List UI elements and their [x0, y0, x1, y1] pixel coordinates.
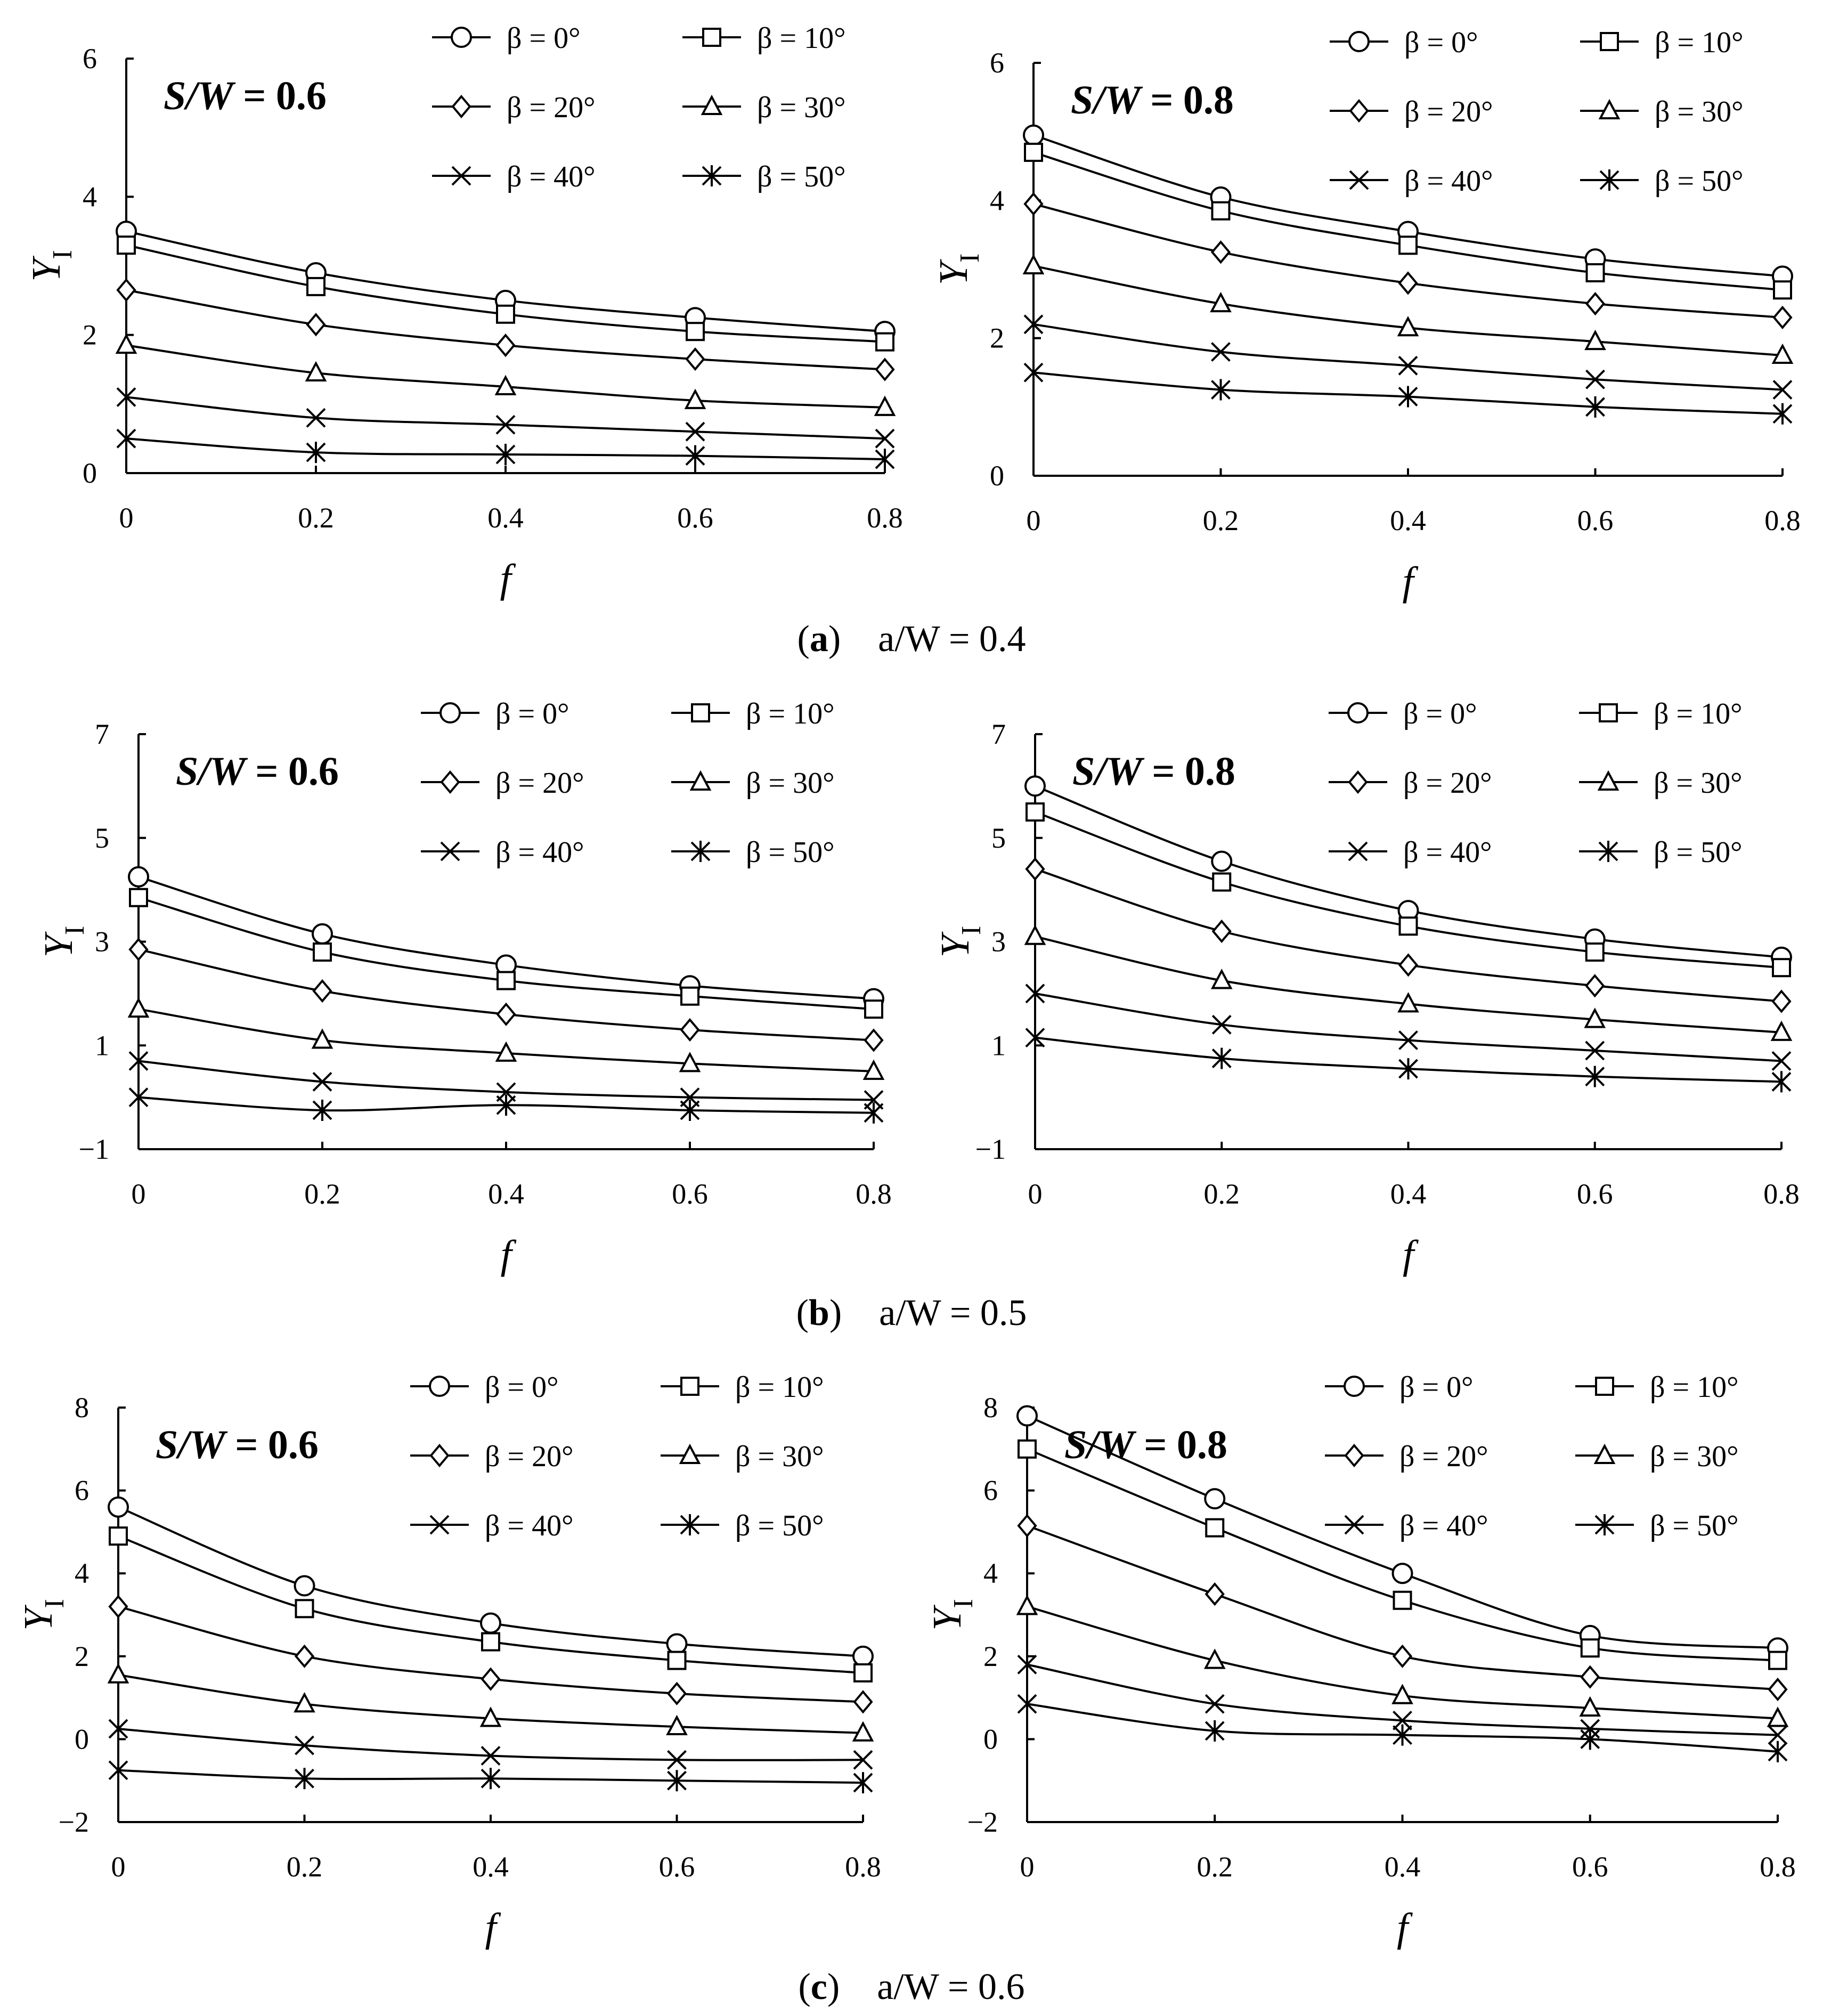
y-tick-label: 3: [991, 925, 1006, 958]
x-axis-label: f: [500, 556, 511, 601]
panel-annotation: S/W = 0.6: [164, 74, 327, 118]
data-point-square: [110, 1527, 127, 1544]
data-point-square: [130, 889, 147, 906]
x-tick-label: 0.6: [658, 1851, 695, 1883]
data-point-diamond: [1587, 294, 1604, 314]
legend-label: β = 10°: [757, 22, 846, 55]
legend-label: β = 10°: [735, 1371, 824, 1404]
legend-marker-square: [703, 29, 720, 46]
x-tick-label: 0.2: [1197, 1851, 1233, 1883]
legend-marker-square: [1596, 1378, 1613, 1395]
data-point-circle: [1205, 1489, 1224, 1508]
y-tick-label: −2: [58, 1806, 89, 1838]
data-point-square: [687, 323, 704, 340]
data-point-square: [1025, 144, 1042, 161]
data-point-diamond: [1212, 242, 1230, 262]
series-line: [1035, 812, 1781, 968]
x-axis-label: f: [1402, 1232, 1414, 1277]
y-tick-label: −1: [78, 1133, 109, 1165]
data-point-square: [876, 334, 893, 351]
caption-a-letter: a: [809, 619, 828, 660]
legend-label: β = 0°: [1404, 26, 1478, 59]
chart-b-sw-0.6: [36, 697, 892, 1277]
data-point-square: [1394, 1592, 1411, 1609]
data-point-diamond: [687, 349, 704, 369]
data-point-circle: [1024, 126, 1043, 145]
data-point-square: [1212, 202, 1230, 220]
data-point-diamond: [1774, 307, 1791, 328]
x-tick-label: 0.8: [1760, 1851, 1796, 1883]
data-point-diamond: [296, 1646, 313, 1667]
x-tick-label: 0.4: [487, 502, 524, 534]
data-point-diamond: [1582, 1667, 1599, 1687]
panel-annotation: S/W = 0.8: [1071, 78, 1234, 123]
data-point-diamond: [1025, 194, 1042, 214]
data-point-diamond: [865, 1030, 882, 1051]
caption-c-letter: c: [810, 1966, 827, 2007]
x-tick-label: 0.2: [1203, 1178, 1240, 1210]
data-point-diamond: [669, 1684, 686, 1704]
y-tick-label: 1: [991, 1029, 1006, 1062]
data-point-triangle: [109, 1665, 127, 1682]
legend-marker-diamond: [431, 1445, 448, 1466]
y-tick-label: 0: [990, 460, 1004, 492]
legend-marker-circle: [1348, 703, 1368, 722]
x-tick-label: 0.6: [1577, 505, 1614, 536]
y-tick-label: 3: [95, 925, 109, 958]
legend-label: β = 20°: [485, 1440, 574, 1473]
data-point-square: [118, 237, 135, 254]
x-tick-label: 0.4: [1384, 1851, 1421, 1883]
x-tick-label: 0.2: [298, 502, 334, 534]
data-point-square: [1773, 959, 1790, 976]
chart-c-sw-0.8: [925, 1371, 1796, 1950]
legend-label: β = 0°: [507, 22, 581, 55]
legend-label: β = 50°: [1655, 165, 1744, 198]
legend-label: β = 30°: [1655, 95, 1744, 128]
data-point-diamond: [1400, 955, 1417, 975]
data-point-diamond: [1394, 1646, 1411, 1667]
caption-b: (b) a/W = 0.5: [796, 1292, 1027, 1334]
legend-marker-circle: [430, 1377, 449, 1396]
data-point-square: [1587, 264, 1604, 281]
data-point-diamond: [876, 360, 893, 380]
chart-a-sw-0.8: [931, 26, 1801, 604]
data-point-square: [1027, 803, 1044, 820]
data-point-square: [1213, 874, 1230, 891]
data-point-triangle: [117, 336, 135, 353]
legend-label: β = 0°: [495, 697, 569, 730]
data-point-square: [1399, 237, 1417, 254]
data-point-circle: [1018, 1407, 1037, 1426]
legend-marker-diamond: [442, 772, 459, 792]
data-point-circle: [481, 1614, 500, 1633]
y-axis-label: $Y_I$: [16, 1599, 70, 1631]
data-point-diamond: [1769, 1679, 1786, 1700]
data-point-square: [498, 972, 515, 989]
legend-label: β = 20°: [495, 767, 584, 800]
x-tick-label: 0.8: [867, 502, 903, 534]
legend-label: β = 30°: [1650, 1440, 1739, 1473]
legend-label: β = 20°: [507, 91, 596, 124]
data-point-circle: [295, 1576, 314, 1596]
y-tick-label: 2: [983, 1640, 998, 1672]
legend-marker-diamond: [1349, 772, 1366, 792]
data-point-diamond: [307, 314, 324, 335]
legend-label: β = 20°: [1403, 767, 1492, 800]
data-point-triangle: [1024, 256, 1043, 273]
x-tick-label: 0.8: [845, 1851, 881, 1883]
y-tick-label: 6: [83, 43, 97, 75]
series-line: [1035, 937, 1781, 1033]
data-point-circle: [1393, 1564, 1412, 1583]
legend-label: β = 40°: [1404, 165, 1493, 198]
y-tick-label: 4: [983, 1557, 998, 1590]
y-tick-label: −1: [975, 1133, 1006, 1165]
data-point-square: [1586, 944, 1604, 961]
legend-label: β = 30°: [735, 1440, 824, 1473]
data-point-square: [1400, 917, 1417, 934]
x-tick-label: 0.2: [286, 1851, 323, 1883]
legend-label: β = 40°: [495, 836, 584, 869]
data-point-diamond: [1019, 1516, 1036, 1536]
caption-a-text: a/W = 0.4: [878, 619, 1026, 660]
legend-label: β = 0°: [1399, 1371, 1474, 1404]
legend-label: β = 10°: [1655, 26, 1744, 59]
panel-annotation: S/W = 0.8: [1064, 1422, 1227, 1467]
panel-annotation: S/W = 0.6: [176, 749, 339, 794]
legend-label: β = 50°: [735, 1509, 824, 1542]
x-tick-label: 0.4: [1390, 505, 1426, 536]
legend-label: β = 10°: [1650, 1371, 1739, 1404]
y-tick-label: 5: [991, 822, 1006, 854]
data-point-circle: [1212, 852, 1231, 871]
panel-annotation: S/W = 0.8: [1072, 749, 1235, 794]
x-tick-label: 0.6: [1572, 1851, 1608, 1883]
data-point-triangle: [1026, 927, 1044, 944]
caption-a: (a) a/W = 0.4: [797, 619, 1026, 660]
data-point-square: [314, 944, 331, 961]
x-tick-label: 0.4: [473, 1851, 509, 1883]
y-axis-label: $Y_I$: [933, 925, 987, 958]
series-line: [1033, 135, 1783, 277]
y-axis-label: $Y_I$: [36, 925, 90, 958]
data-point-diamond: [118, 280, 135, 300]
y-axis-label: $Y_I$: [931, 253, 985, 286]
legend-marker-circle: [1345, 1377, 1364, 1396]
legend-label: β = 30°: [1654, 767, 1743, 800]
data-point-diamond: [854, 1692, 872, 1712]
caption-c-text: a/W = 0.6: [877, 1966, 1025, 2007]
x-tick-label: 0: [119, 502, 134, 534]
legend-label: β = 0°: [1403, 697, 1477, 730]
y-tick-label: 8: [983, 1392, 998, 1424]
data-point-square: [1582, 1639, 1599, 1656]
series-line: [1027, 1449, 1778, 1661]
y-axis-label: $Y_I$: [925, 1599, 979, 1631]
x-tick-label: 0.6: [677, 502, 713, 534]
x-tick-label: 0.2: [1202, 505, 1239, 536]
y-tick-label: 2: [83, 319, 97, 351]
data-point-diamond: [1399, 273, 1417, 293]
legend-label: β = 30°: [746, 767, 835, 800]
legend-label: β = 50°: [757, 160, 846, 193]
x-tick-label: 0.4: [1390, 1178, 1427, 1210]
y-axis-label: $Y_I$: [24, 250, 78, 282]
y-tick-label: 0: [75, 1723, 89, 1755]
data-point-square: [669, 1652, 686, 1669]
data-point-circle: [853, 1647, 873, 1666]
y-tick-label: 2: [990, 322, 1004, 354]
caption-c: (c) a/W = 0.6: [798, 1966, 1025, 2007]
y-tick-label: 4: [75, 1557, 89, 1590]
legend-marker-square: [1600, 704, 1617, 721]
data-point-square: [1774, 281, 1791, 298]
data-point-circle: [668, 1634, 687, 1653]
data-point-square: [307, 278, 324, 295]
legend-label: β = 0°: [485, 1371, 559, 1404]
data-point-diamond: [1206, 1584, 1223, 1604]
data-point-triangle: [1018, 1597, 1036, 1614]
legend-marker-diamond: [1350, 101, 1368, 121]
x-tick-label: 0: [111, 1851, 126, 1883]
chart-c-sw-0.6: [16, 1371, 881, 1950]
data-point-diamond: [1213, 921, 1230, 941]
y-tick-label: 6: [983, 1474, 998, 1507]
y-tick-label: 8: [75, 1392, 89, 1424]
caption-b-letter: b: [808, 1292, 829, 1334]
legend-label: β = 40°: [1403, 836, 1492, 869]
y-tick-label: 0: [983, 1723, 998, 1755]
data-point-diamond: [110, 1596, 127, 1616]
legend-marker-circle: [441, 703, 460, 722]
legend-label: β = 40°: [485, 1509, 574, 1542]
y-tick-label: 1: [95, 1029, 109, 1062]
x-tick-label: 0: [131, 1178, 146, 1210]
data-point-square: [1206, 1519, 1223, 1537]
x-tick-label: 0.4: [488, 1178, 524, 1210]
x-tick-label: 0: [1026, 505, 1041, 536]
legend-label: β = 50°: [1654, 836, 1743, 869]
chart-a-sw-0.6: [24, 22, 903, 601]
data-point-circle: [1026, 776, 1045, 795]
y-tick-label: 7: [991, 718, 1006, 750]
y-tick-label: −2: [967, 1806, 998, 1838]
legend-marker-diamond: [1346, 1445, 1363, 1466]
y-tick-label: 2: [75, 1640, 89, 1672]
x-tick-label: 0.8: [1763, 1178, 1800, 1210]
legend-label: β = 10°: [1654, 697, 1743, 730]
x-axis-label: f: [485, 1905, 497, 1950]
y-tick-label: 0: [83, 457, 97, 489]
panel-annotation: S/W = 0.6: [156, 1422, 319, 1467]
data-point-square: [865, 1001, 882, 1018]
legend-label: β = 40°: [1399, 1509, 1488, 1542]
data-point-square: [681, 988, 698, 1005]
legend-label: β = 40°: [507, 160, 596, 193]
data-point-diamond: [1586, 976, 1604, 996]
data-point-circle: [313, 924, 332, 944]
caption-b-text: a/W = 0.5: [879, 1292, 1027, 1334]
y-tick-label: 4: [990, 184, 1004, 217]
x-tick-label: 0: [1020, 1851, 1035, 1883]
legend-marker-circle: [452, 28, 471, 47]
x-tick-label: 0.2: [304, 1178, 340, 1210]
x-tick-label: 0.8: [1764, 505, 1801, 536]
legend-marker-square: [681, 1378, 698, 1395]
data-point-square: [1769, 1652, 1786, 1669]
x-tick-label: 0.6: [1577, 1178, 1613, 1210]
x-tick-label: 0.8: [856, 1178, 892, 1210]
chart-b-sw-0.8: [933, 697, 1800, 1277]
x-tick-label: 0.6: [672, 1178, 708, 1210]
x-axis-label: f: [500, 1232, 512, 1277]
data-point-diamond: [497, 335, 514, 355]
legend-label: β = 30°: [757, 91, 846, 124]
x-tick-label: 0: [1028, 1178, 1043, 1210]
data-point-circle: [109, 1498, 128, 1517]
legend-marker-square: [1601, 33, 1618, 50]
legend-marker-circle: [1349, 32, 1369, 51]
legend-label: β = 20°: [1399, 1440, 1488, 1473]
data-point-square: [296, 1600, 313, 1617]
y-tick-label: 6: [75, 1474, 89, 1507]
data-point-diamond: [1773, 991, 1790, 1011]
data-point-square: [482, 1633, 499, 1651]
legend-marker-square: [692, 704, 709, 721]
data-point-diamond: [314, 981, 331, 1001]
data-point-diamond: [498, 1004, 515, 1025]
data-point-triangle: [129, 999, 148, 1017]
y-tick-label: 6: [990, 47, 1004, 79]
data-point-square: [1019, 1441, 1036, 1458]
x-axis-label: f: [1396, 1905, 1409, 1950]
data-point-circle: [129, 867, 148, 887]
data-point-diamond: [681, 1020, 698, 1040]
y-tick-label: 4: [83, 181, 97, 213]
y-tick-label: 7: [95, 718, 109, 750]
x-axis-label: f: [1402, 559, 1414, 604]
data-point-square: [854, 1664, 872, 1681]
legend-label: β = 20°: [1404, 95, 1493, 128]
y-tick-label: 5: [95, 822, 109, 854]
legend-marker-diamond: [453, 96, 470, 117]
data-point-diamond: [482, 1669, 499, 1689]
data-point-diamond: [1027, 859, 1044, 879]
legend-label: β = 50°: [1650, 1509, 1739, 1542]
data-point-square: [497, 306, 514, 323]
legend-label: β = 50°: [746, 836, 835, 869]
legend-label: β = 10°: [746, 697, 835, 730]
